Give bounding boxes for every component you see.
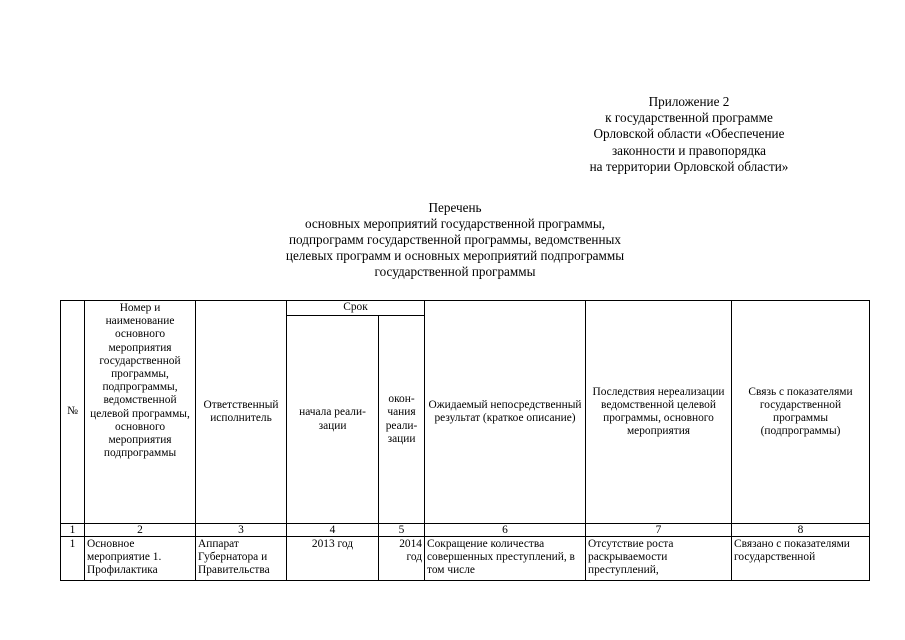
column-number: 3 <box>196 524 287 537</box>
title-line: государственной программы <box>374 264 536 279</box>
title-line: основных мероприятий государственной программы, <box>304 216 606 231</box>
appendix-line: Приложение 2 <box>648 94 730 109</box>
column-number: 4 <box>287 524 379 537</box>
column-number: 8 <box>732 524 870 537</box>
column-number: 5 <box>379 524 425 537</box>
header-link: Связь с показателями государственной программы (подпрограммы) <box>732 301 870 524</box>
header-consequences: Последствия нереализации ведомственной целевой программы, основного мероприятия <box>586 301 732 524</box>
header-row <box>61 301 870 316</box>
header-name: Номер и наименование основного мероприятия государственной программы, подпрограммы, ведомственной целевой программы, основного мероприятия подпрограммы <box>85 301 196 524</box>
measures-table <box>60 300 870 581</box>
header-num: № <box>61 301 85 524</box>
row-link: Связано с показателями государственной <box>732 537 870 581</box>
row-result: Сокращение количества совершенных преступлений, в том числе <box>425 537 586 581</box>
header-start: начала реали-зации <box>287 316 379 524</box>
column-number: 2 <box>85 524 196 537</box>
title-line: подпрограмм государственной программы, ведомственных <box>288 232 621 247</box>
appendix-line: Орловской области «Обеспечение <box>593 126 785 142</box>
row-num: 1 <box>61 537 85 581</box>
appendix-block <box>539 94 839 175</box>
table-row <box>61 537 870 581</box>
column-number-row <box>61 524 870 537</box>
header-end: окон-чания реали-зации <box>379 316 425 524</box>
document-title <box>205 200 705 280</box>
column-number: 1 <box>61 524 85 537</box>
title-line: целевых программ и основных мероприятий подпрограммы <box>285 248 625 263</box>
header-responsible: Ответственный исполнитель <box>196 301 287 524</box>
header-result: Ожидаемый непосредственный результат (краткое описание) <box>425 301 586 524</box>
column-number: 7 <box>586 524 732 537</box>
row-responsible: Аппарат Губернатора и Правительства <box>196 537 287 581</box>
row-consequences: Отсутствие роста раскрываемости преступлений, <box>586 537 732 581</box>
appendix-line: к государственной программе <box>605 110 773 126</box>
row-name: Основное мероприятие 1. Профилактика <box>85 537 196 581</box>
title-line: Перечень <box>428 200 482 215</box>
header-term: Срок <box>287 301 425 316</box>
appendix-line: на территории Орловской области» <box>589 158 789 174</box>
column-number: 6 <box>425 524 586 537</box>
appendix-line: законности и правопорядка <box>611 142 767 158</box>
row-end: 2014 год <box>379 537 425 581</box>
row-start: 2013 год <box>287 537 379 581</box>
